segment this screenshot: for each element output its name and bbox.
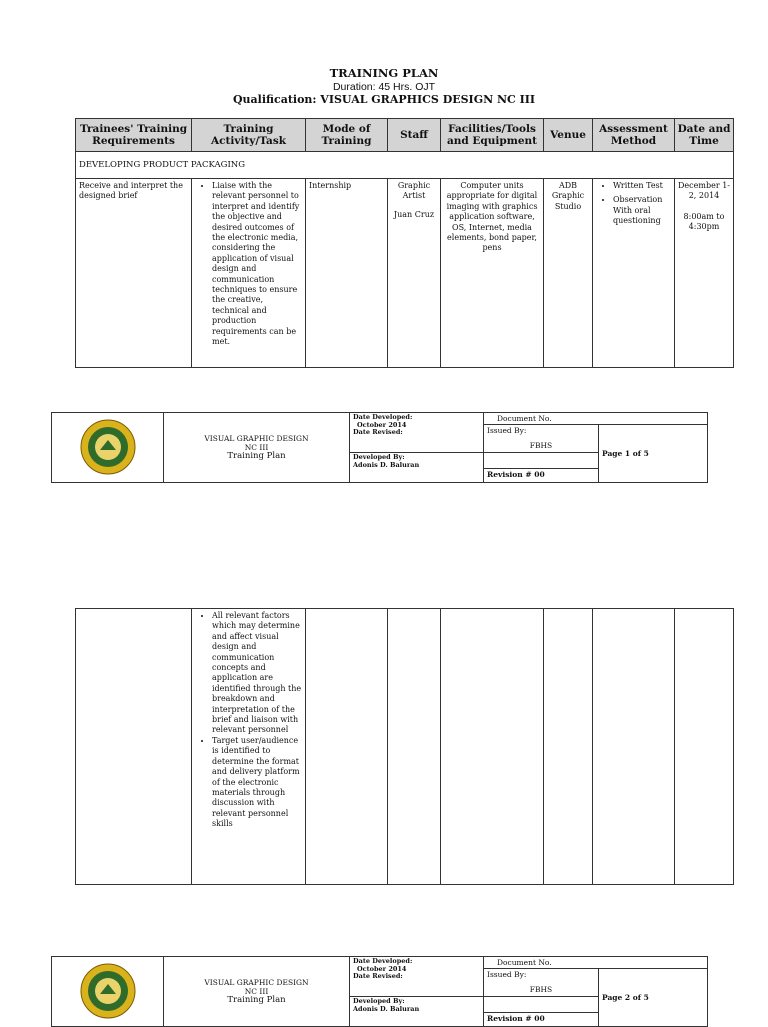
cell-assessment: [593, 609, 675, 885]
date-developed-label: Date Developed:: [353, 957, 413, 965]
date-developed-value: October 2014: [357, 420, 407, 429]
assessment-item: • Written Test: [613, 181, 671, 191]
date-developed-value: October 2014: [357, 964, 407, 973]
footer-dates: [350, 413, 484, 453]
cell-mode: Internship: [306, 179, 388, 368]
course-name: VISUAL GRAPHIC DESIGN: [204, 978, 309, 987]
training-plan-table: [75, 118, 734, 368]
school-seal-icon: [80, 419, 136, 475]
developed-by-value: Adonis D. Baluran: [353, 1004, 420, 1013]
col-header-assessment: Assessment Method: [593, 119, 675, 152]
activity-bullet: • All relevant factors which may determine and affect visual design and communication concepts and application are identified through the breakdown and interpretation of the brief and liaison with relevant personnel: [212, 611, 302, 736]
page-number: Page 2 of 5: [599, 969, 708, 1027]
cell-staff: [388, 179, 441, 368]
developed-by-label: Developed By:: [353, 997, 405, 1005]
revision-number: Revision # 00: [484, 1013, 599, 1027]
issued-by-label: Issued By:: [487, 426, 527, 435]
course-name: VISUAL GRAPHIC DESIGN: [204, 434, 309, 443]
issued-by-value: FBHS: [529, 985, 553, 994]
cell-date-time: [675, 609, 734, 885]
section-title: DEVELOPING PRODUCT PACKAGING: [76, 152, 734, 179]
page-number: Page 1 of 5: [599, 425, 708, 483]
table-header-row: [76, 119, 734, 152]
issued-by: [484, 425, 599, 453]
footer-developer: [350, 997, 484, 1027]
issued-spacer: [484, 997, 599, 1013]
date-revised-label: Date Revised:: [353, 972, 403, 980]
course-level: NC III: [244, 443, 269, 452]
col-header-venue: Venue: [544, 119, 593, 152]
document-footer-1: [51, 412, 708, 483]
course-level: NC III: [244, 987, 269, 996]
col-header-facilities: Facilities/Tools and Equipment: [441, 119, 544, 152]
cell-activity: [192, 179, 306, 368]
staff-name: Juan Cruz: [393, 209, 435, 219]
school-logo: [52, 957, 164, 1027]
col-header-mode: Mode of Training: [306, 119, 388, 152]
developed-by-label: Developed By:: [353, 453, 405, 461]
course-doc: Training Plan: [227, 995, 286, 1005]
time-value: 8:00am to 4:30pm: [683, 211, 725, 232]
document-footer-2: [51, 956, 708, 1027]
col-header-requirements: Trainees' Training Requirements: [76, 119, 192, 152]
cell-date-time: [675, 179, 734, 368]
course-doc: Training Plan: [227, 451, 286, 461]
cell-activity: [192, 609, 306, 885]
col-header-activity: Training Activity/Task: [192, 119, 306, 152]
cell-mode: [306, 609, 388, 885]
training-plan-table-continued: [75, 608, 734, 885]
table-row: [76, 179, 734, 368]
footer-developer: [350, 453, 484, 483]
cell-venue: [544, 609, 593, 885]
footer-dates: [350, 957, 484, 997]
footer-course: [164, 413, 350, 483]
cell-venue: ADB Graphic Studio: [544, 179, 593, 368]
qualification-line: Qualification: VISUAL GRAPHICS DESIGN NC III: [232, 93, 536, 106]
duration-line: Duration: 45 Hrs. OJT: [332, 81, 436, 93]
cell-requirement: Receive and interpret the designed brief: [76, 179, 192, 368]
col-header-date: Date and Time: [675, 119, 734, 152]
cell-assessment: [593, 179, 675, 368]
document-no: Document No.: [484, 957, 708, 969]
footer-course: [164, 957, 350, 1027]
cell-facilities: [441, 609, 544, 885]
cell-requirement: [76, 609, 192, 885]
activity-bullet: • Target user/audience is identified to determine the format and delivery platform of the electronic materials through discussion with relevant personnel skills: [212, 736, 302, 830]
revision-number: Revision # 00: [484, 469, 599, 483]
date-developed-label: Date Developed:: [353, 413, 413, 421]
cell-staff: [388, 609, 441, 885]
document-title: TRAINING PLAN: [329, 66, 439, 80]
date-revised-label: Date Revised:: [353, 428, 403, 436]
issued-by-label: Issued By:: [487, 970, 527, 979]
school-logo: [52, 413, 164, 483]
staff-role: Graphic Artist: [397, 181, 431, 201]
activity-bullet: • Liaise with the relevant personnel to interpret and identify the objective and desired outcomes of the electronic media, considering the application of visual design and communication techniques to ensure the creative, technical and production requirements can be met.: [212, 181, 302, 348]
assessment-item: • Observation With oral questioning: [613, 195, 671, 226]
developed-by-value: Adonis D. Baluran: [353, 460, 420, 469]
issued-by: [484, 969, 599, 997]
issued-by-value: FBHS: [529, 441, 553, 450]
date-value: December 1-2, 2014: [678, 181, 730, 201]
cell-facilities: Computer units appropriate for digital imaging with graphics application software, OS, Internet, media elements, bond paper, pens: [441, 179, 544, 368]
document-no: Document No.: [484, 413, 708, 425]
issued-spacer: [484, 453, 599, 469]
table-row: [76, 609, 734, 885]
col-header-staff: Staff: [388, 119, 441, 152]
school-seal-icon: [80, 963, 136, 1019]
